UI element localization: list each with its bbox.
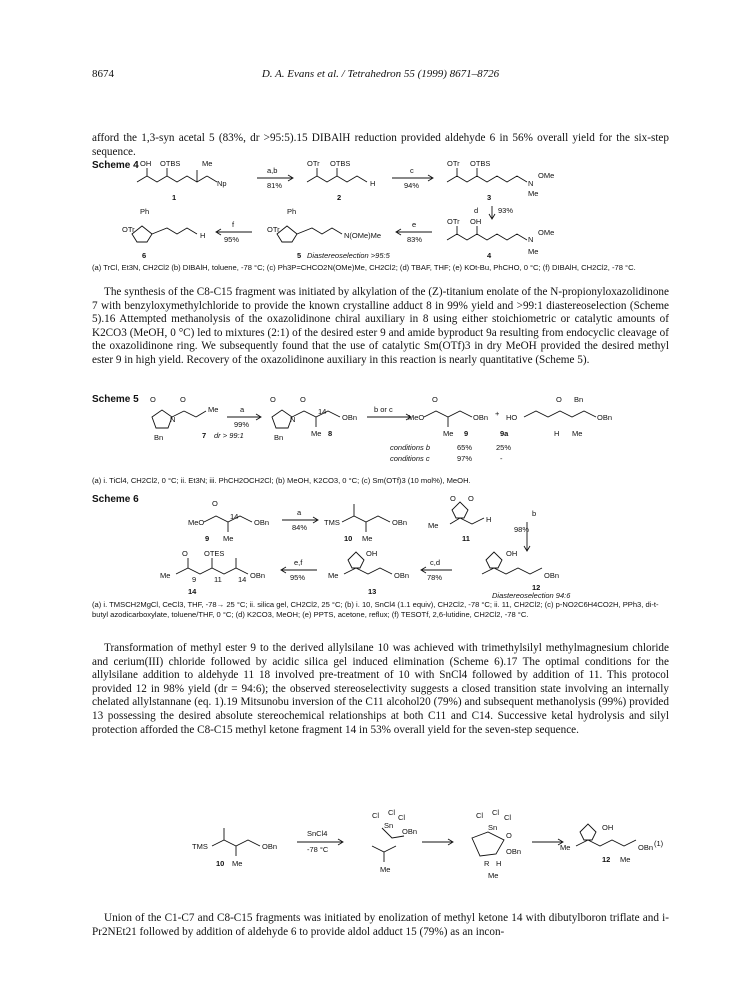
compound-9: 9 [205, 534, 210, 543]
compound-7: 7 [202, 431, 207, 440]
reagent-ab: a,b [267, 166, 278, 175]
paragraph-2: The synthesis of the C8-C15 fragment was initiated by alkylation of the (Z)-titanium enolate of the N-propionyloxazolidinone 7 with benzyloxymethylchloride to provide the known crystalline adduct 8 in 99% yield and >99:1 diastereoselection (Scheme 5).16 Attempted methanolysis of the oxazolidinone chiral auxiliary in 8 using either stoichiometric or catalytic amounts of K2CO3 (MeOH, 0 °C) led to mixtures (2:1) of the desired ester 9 and amide byproduct 9a resulting from endocyclic cleavage of the oxazolidinone ring. We subsequently found that the use of catalytic Sm(OTf)3 in dry MeOH provided the desired methyl ester 9 in high yield. Recovery of the oxazolidinone auxiliary in this reaction is nearly quantitative (Scheme 5). [92, 286, 669, 366]
compound-5: 5 [297, 251, 302, 260]
me-label: Me [572, 429, 583, 438]
yield-a: 99% [234, 420, 250, 429]
me-label: Me [311, 429, 322, 438]
ho-label: HO [506, 413, 518, 422]
yield-9-c: 97% [457, 454, 473, 463]
yield-e: 83% [407, 235, 423, 244]
yield-ef: 95% [290, 573, 306, 582]
o-label: O [432, 395, 438, 404]
reagent-bc: b or c [374, 405, 393, 414]
bn-label: Bn [274, 433, 284, 442]
compound-9a: 9a [500, 429, 509, 438]
otr-label: OTr [447, 159, 460, 168]
paragraph-1: afford the 1,3-syn acetal 5 (83%, dr >95:5).15 DIBAlH reduction provided aldehyde 6 in 56% overall yield for the six-step sequence. [92, 132, 669, 158]
obn-label: OBn [402, 827, 418, 836]
oh-label: OH [140, 159, 152, 168]
yield-cd: 78% [427, 573, 443, 582]
h-label: H [486, 515, 492, 524]
otbs-label: OTBS [330, 159, 351, 168]
otr-label: OTr [122, 225, 135, 234]
obn-label: OBn [597, 413, 613, 422]
obn-label: OBn [392, 518, 408, 527]
conditions-c: conditions c [390, 454, 430, 463]
otr-label: OTr [447, 217, 460, 226]
me-label: Me [428, 521, 439, 530]
me-label: Me [443, 429, 454, 438]
yield-9a-b: 25% [496, 443, 512, 452]
compound-1: 1 [172, 193, 177, 202]
obn-label: OBn [342, 413, 358, 422]
compound-4: 4 [487, 251, 492, 260]
obn-label: OBn [638, 843, 654, 852]
o-label: O [212, 499, 218, 508]
me-label: Me [620, 855, 631, 864]
otes-label: OTES [204, 549, 225, 558]
c11-label: 11 [214, 575, 222, 584]
compound-6: 6 [142, 251, 147, 260]
me-label: Me [380, 865, 391, 874]
yield-c: 94% [404, 181, 420, 190]
oh-label: OH [366, 549, 378, 558]
o-label: O [180, 395, 186, 404]
tms-label: TMS [192, 842, 208, 851]
meo-label: MeO [188, 518, 205, 527]
compound-3: 3 [487, 193, 492, 202]
o-label: O [150, 395, 156, 404]
np-label: Np [217, 179, 227, 188]
scheme-5-drawing [92, 392, 669, 474]
reagent-b: b [532, 509, 537, 518]
cl-label: Cl [492, 808, 500, 817]
oh-label: OH [602, 823, 614, 832]
r-label: R [484, 859, 490, 868]
compound-9: 9 [464, 429, 469, 438]
paragraph-4: Union of the C1-C7 and C8-C15 fragments was initiated by enolization of methyl ketone 14 with dibutylboron triflate and i-Pr2NEt21 followed by addition of aldehyde 6 to provide aldol adduct 15 (79%) as an incon- [92, 912, 669, 938]
obn-label: OBn [394, 571, 410, 580]
reagent-f: f [232, 220, 235, 229]
equation-number: (1) [654, 839, 664, 848]
compound-2: 2 [337, 193, 342, 202]
o-label: O [556, 395, 562, 404]
c14-label: 14 [318, 407, 327, 416]
h-label: H [496, 859, 502, 868]
obn-label: OBn [473, 413, 489, 422]
scheme-6-drawing [92, 492, 669, 598]
equation-1-drawing [92, 808, 669, 890]
temp-label: -78 °C [307, 845, 329, 854]
cl-label: Cl [476, 811, 484, 820]
scheme-4-footnote: (a) TrCl, Et3N, CH2Cl2 (b) DIBAlH, toluene, -78 °C; (c) Ph3P=CHCO2N(OMe)Me, CH2Cl2; (d) TBAF, THF; (e) KOt-Bu, PhCHO, 0 °C; (f) DIBAlH, CH2Cl2, -78 °C. [92, 263, 636, 272]
conditions-b: conditions b [390, 443, 431, 452]
scheme-6-label: Scheme 6 [92, 494, 139, 505]
compound-12: 12 [532, 583, 541, 592]
scheme-5-label: Scheme 5 [92, 394, 139, 405]
reagent-ef: e,f [294, 558, 303, 567]
cl-label: Cl [372, 811, 380, 820]
reagent-cd: c,d [430, 558, 441, 567]
ph-label: Ph [287, 207, 297, 216]
reagent-d: d [474, 206, 479, 215]
n-label: N [290, 415, 296, 424]
compound-14: 14 [188, 587, 197, 596]
obn-label: OBn [254, 518, 270, 527]
obn-label: OBn [250, 571, 266, 580]
otr-label: OTr [307, 159, 320, 168]
o-label: O [182, 549, 188, 558]
compound-12: 12 [602, 855, 611, 864]
n-label: N [528, 235, 534, 244]
ome-label: OMe [538, 228, 555, 237]
compound-10: 10 [344, 534, 353, 543]
me-label: Me [232, 859, 243, 868]
me-label: Me [560, 843, 571, 852]
compound-11: 11 [462, 534, 470, 543]
o-label: O [300, 395, 306, 404]
ome-label: OMe [538, 171, 555, 180]
cl-label: Cl [388, 808, 396, 817]
otbs-label: OTBS [160, 159, 181, 168]
yield-9-b: 65% [457, 443, 473, 452]
me-label: Me [328, 571, 339, 580]
compound-13: 13 [368, 587, 377, 596]
oh-label: OH [506, 549, 518, 558]
nomeme-label: N(OMe)Me [344, 231, 382, 240]
me-label: Me [488, 871, 499, 880]
c14-label: 14 [230, 512, 239, 521]
otbs-label: OTBS [470, 159, 491, 168]
yield-9a-c: - [500, 454, 503, 463]
yield-b: 98% [514, 525, 530, 534]
page-number: 8674 [92, 68, 114, 80]
reagent-a: a [297, 508, 302, 517]
o-label: O [468, 494, 474, 503]
scheme-4-drawing [92, 160, 669, 260]
ph-label: Ph [140, 207, 150, 216]
yield-ab: 81% [267, 181, 283, 190]
yield-a: 84% [292, 523, 308, 532]
diastereoselection-5: Diastereoselection >95:5 [307, 251, 390, 260]
cl-label: Cl [504, 813, 512, 822]
h-label: H [370, 179, 376, 188]
h-label: H [200, 231, 206, 240]
yield-f: 95% [224, 235, 240, 244]
obn-label: OBn [506, 847, 522, 856]
c14-label: 14 [238, 575, 247, 584]
sn-label: Sn [488, 823, 498, 832]
me-label: Me [362, 534, 373, 543]
compound-8: 8 [328, 429, 333, 438]
me-label: Me [160, 571, 171, 580]
otr-label: OTr [267, 225, 280, 234]
bn-label: Bn [574, 395, 584, 404]
obn-label: OBn [544, 571, 560, 580]
n-label: N [170, 415, 176, 424]
scheme-6-footnote: (a) i. TMSCH2MgCl, CeCl3, THF, -78→ 25 °C; ii. silica gel, CH2Cl2, 25 °C; (b) i. 10, SnCl4 (1.1 equiv), CH2Cl2, -78 °C; ii. 11, CH2Cl2; (c) p-NO2C6H4CO2H, PPh3, di-t-butyl azodicarboxylate, toluene/THF, 0 °C; (d) K2CO3, MeOH; (e) PPTS, acetone, reflux; (f) TESOTf, 2,6-lutidine, CH2Cl2, -78 °C. [92, 600, 659, 619]
dr-7: dr > 99:1 [214, 431, 244, 440]
reagent-e: e [412, 220, 417, 229]
bn-label: Bn [154, 433, 164, 442]
tms-label: TMS [324, 518, 340, 527]
scheme-5-footnote: (a) i. TiCl4, CH2Cl2, 0 °C; ii. Et3N; iii. PhCH2OCH2Cl; (b) MeOH, K2CO3, 0 °C; (c) Sm(OTf)3 (10 mol%), MeOH. [92, 476, 471, 485]
me-label: Me [223, 534, 234, 543]
reagent-sncl4: SnCl4 [307, 829, 328, 838]
me-label: Me [528, 189, 539, 198]
compound-10: 10 [216, 859, 225, 868]
obn-label: OBn [262, 842, 278, 851]
running-title: D. A. Evans et al. / Tetrahedron 55 (1999) 8671–8726 [261, 68, 500, 80]
yield-d: 93% [498, 206, 514, 215]
n-label: N [528, 179, 534, 188]
o-label: O [270, 395, 276, 404]
oh-label: OH [470, 217, 482, 226]
o-label: O [506, 831, 512, 840]
me-label: Me [202, 159, 213, 168]
scheme-4-label: Scheme 4 [92, 160, 139, 171]
o-label: O [450, 494, 456, 503]
h-label: H [554, 429, 560, 438]
meo-label: MeO [408, 413, 425, 422]
cl-label: Cl [398, 813, 406, 822]
me-label: Me [208, 405, 219, 414]
me-label: Me [528, 247, 539, 256]
diastereoselection-12: Diastereoselection 94:6 [492, 591, 571, 600]
plus-sign: + [495, 409, 500, 418]
sn-label: Sn [384, 821, 394, 830]
c9-label: 9 [192, 575, 197, 584]
paragraph-3: Transformation of methyl ester 9 to the derived allylsilane 10 was achieved with trimethylsilyl methylmagnesium chloride and cerium(III) chloride followed by acidic silica gel induced elimination (Scheme 6).17 The optimal conditions for the allylsilane addition to aldehyde 11 18 involved pre-treatment of 10 with SnCl4 followed by addition of 11. This protocol provided 12 in 98% yield (dr = 94:6); the observed stereoselectivity suggests a closed transition state involving an internally chelated allylstannane (eq. 1).19 Mitsunobu inversion of the C11 alcohol20 (79%) and subsequent methanolysis (99%) provided 13 possessing the desired absolute stereochemical relationships at both C11 and C14. Successive ketal hydrolysis and silyl protection afforded the C8-C15 methyl ketone fragment 14 in 53% overall yield for the seven-step sequence. [92, 642, 669, 736]
reagent-c: c [410, 166, 414, 175]
reagent-a: a [240, 405, 245, 414]
